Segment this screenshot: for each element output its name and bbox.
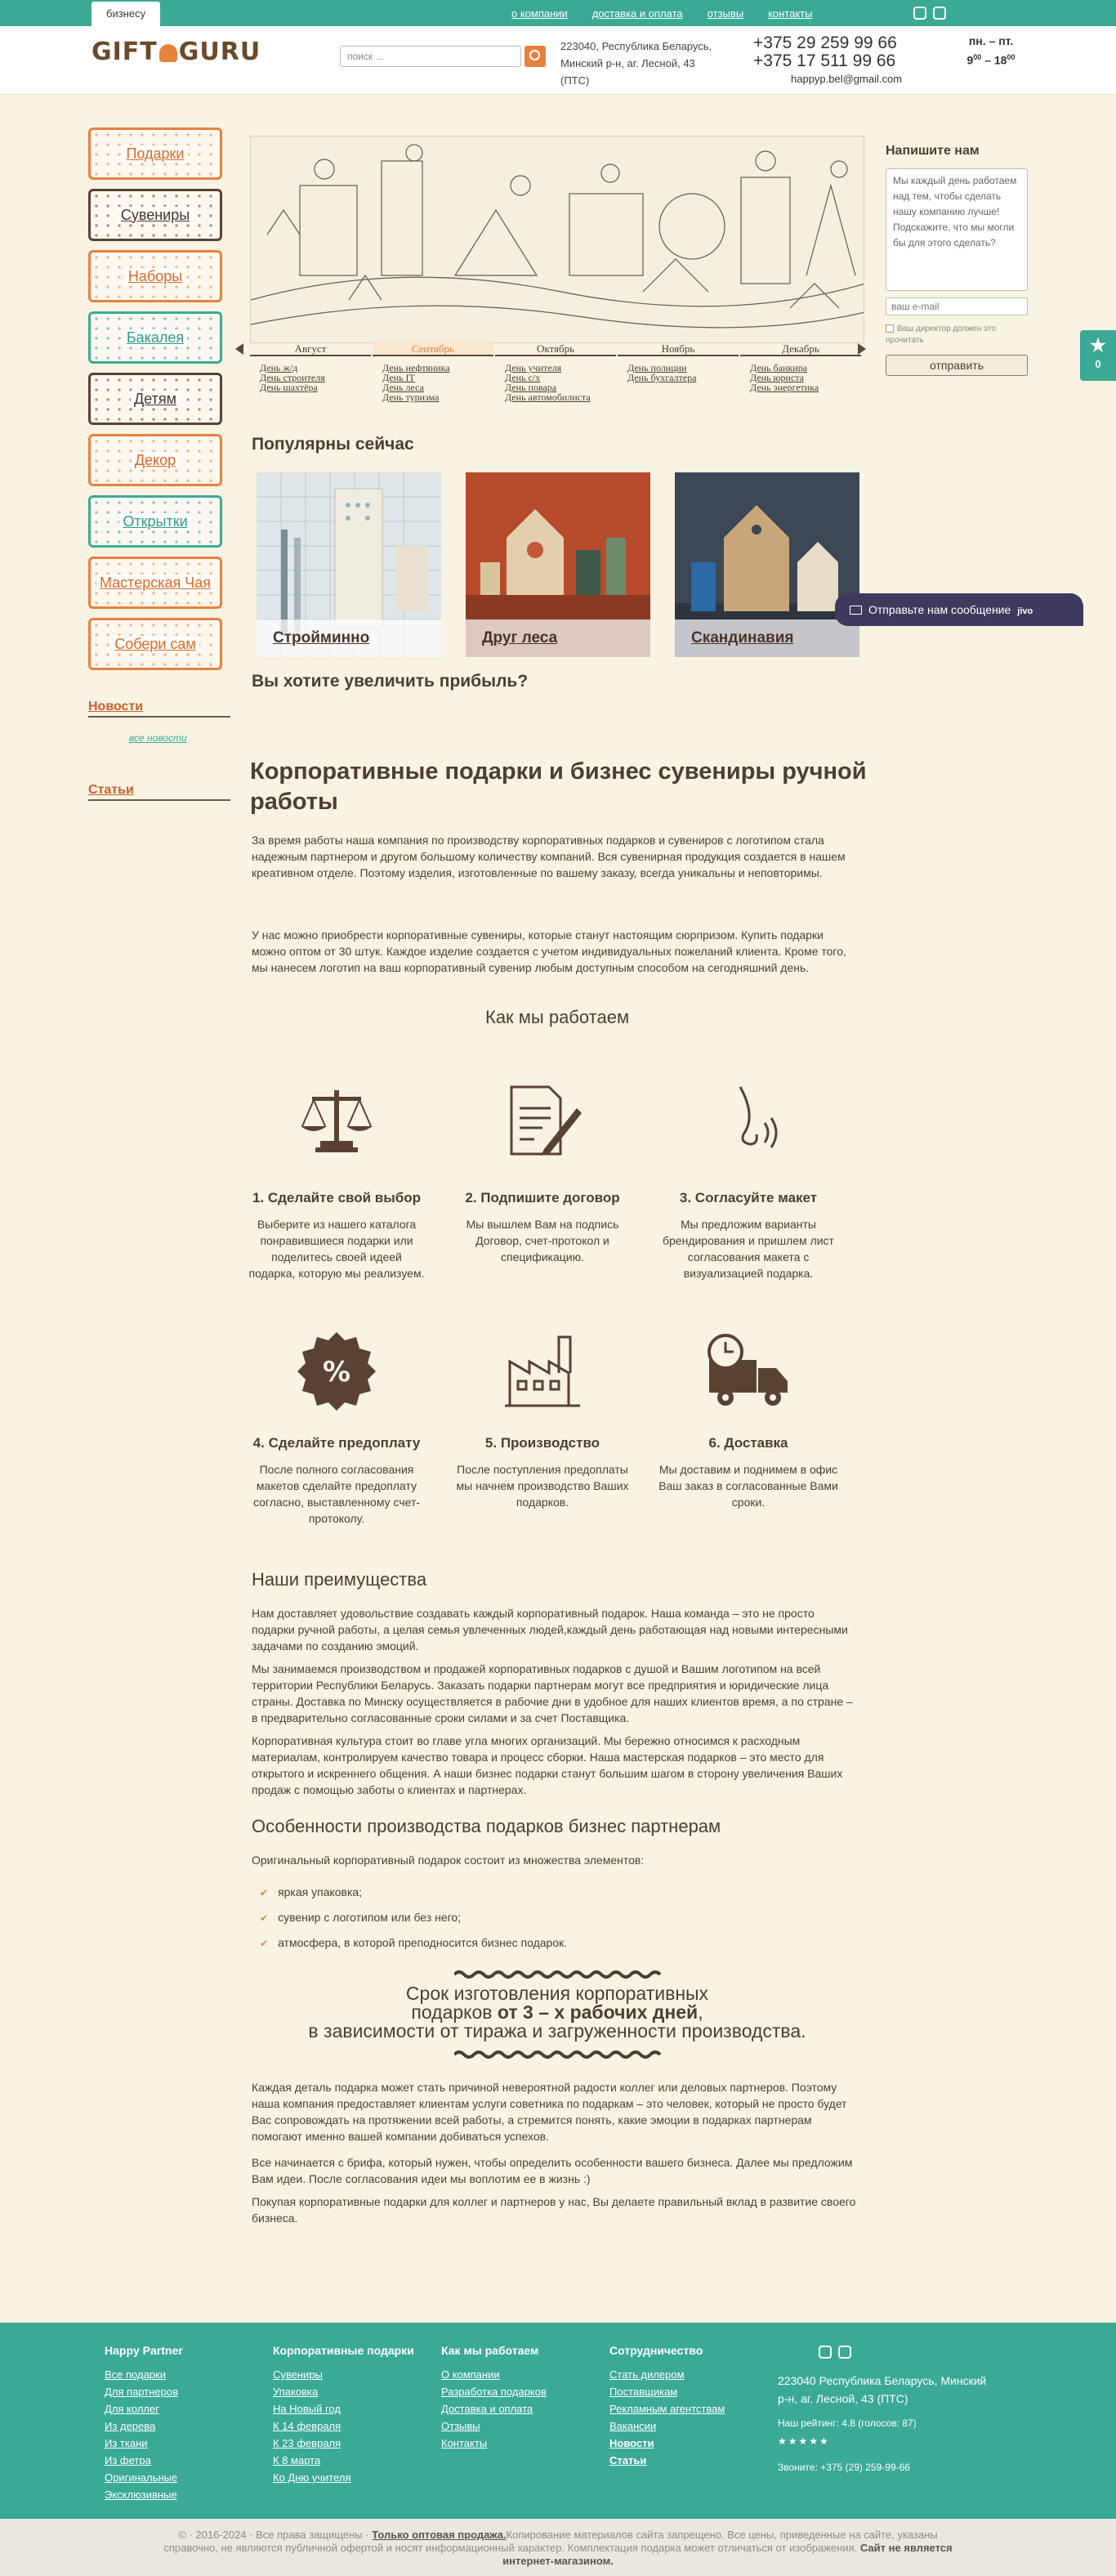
chat-widget-button[interactable]: Отправьте нам сообщение jivo — [835, 593, 1083, 626]
favorites-count: 0 — [1095, 358, 1101, 370]
day-link[interactable]: День с/х — [505, 372, 541, 383]
working-hours: пн. – пт. $9^{00} - 18^{00}$ — [966, 34, 1016, 67]
product-card-scandinavia[interactable] — [675, 472, 859, 657]
days-september — [382, 363, 450, 402]
production-term: Срок изготовления корпоративных подарков от 3 – х рабочих дней, в зависимости от тиража и загруженности производства. — [308, 1983, 806, 2042]
day-link[interactable]: День автомобилиста — [505, 391, 591, 403]
percent-badge-icon — [296, 1329, 377, 1411]
search-input[interactable]: поиск ... — [340, 46, 521, 67]
article-paragraph: Корпоративная культура стоит во главе угла многих организаций. Мы бережно относимся к расходным материалам, контролируем качество товара и процесс сборки. Наша мастерская подарков – это место для открытого и искреннего общения. А наши бизнес подарки станут большим шагом в сторону увеличения Ваших продаж с помощью заботы о клиентах и партнерах. — [252, 1734, 843, 1796]
month-november[interactable]: Ноябрь — [618, 342, 739, 356]
nav-about[interactable]: о компании — [511, 7, 568, 20]
step-6-title: 6. Доставка — [708, 1435, 788, 1451]
favorites-button[interactable] — [1080, 330, 1116, 381]
footer-contacts — [778, 2372, 990, 2476]
features-title: Особенности производства подарков бизнес партнерам — [252, 1816, 721, 1836]
month-october[interactable]: Октябрь — [495, 342, 616, 356]
month-august[interactable]: Август — [250, 342, 371, 356]
footer-address: 223040 Республика Беларусь, Минский р-н, аг. Лесной, 43 (ПТС) — [778, 2374, 987, 2405]
footer-link[interactable]: Рекламным агентствам — [609, 2403, 725, 2415]
category-souvenirs[interactable]: Сувениры — [88, 189, 222, 241]
email-field[interactable]: ваш e-mail — [886, 297, 1028, 315]
footer-link[interactable]: Разработка подарков — [441, 2386, 547, 2398]
tab-business[interactable]: бизнесу — [92, 2, 160, 26]
footer-link[interactable]: Из ткани — [105, 2437, 148, 2449]
footer-col-how-we-work: Как мы работаем О компании Разработка подарков Доставка и оплата Отзывы Контакты — [441, 2342, 547, 2452]
days-august — [260, 363, 325, 392]
article-paragraph: Оригинальный корпоративный подарок состоит из множества элементов: — [252, 1854, 645, 1867]
footer-phone[interactable]: Звоните: +375 (29) 259-99-66 — [778, 2462, 910, 2473]
top-nav — [511, 7, 813, 20]
envelope-icon — [850, 606, 862, 615]
top-bar — [0, 0, 1116, 26]
nose-icon — [708, 1084, 789, 1157]
article-paragraph: Мы занимаемся производством и продажей корпоративных подарков с душой и Вашим логотипом на всей территории Республики Беларусь. Заказать подарки партнерам могут все предприятия и юридические лица страны. Доставка по Минску осуществляется в рабочие дни в удобное для наших клиентов время, а по стране – в предварительно согласованные сроки силами и за счет Поставщика. — [252, 1662, 853, 1724]
footer-link[interactable]: Все подарки — [105, 2368, 166, 2381]
product-card-stroyminno[interactable] — [257, 472, 441, 657]
header-email[interactable]: happyp.bel@gmail.com — [791, 73, 903, 85]
month-selector — [235, 342, 866, 356]
nav-reviews[interactable]: отзывы — [707, 7, 744, 20]
delivery-truck-icon — [704, 1332, 794, 1411]
nav-delivery[interactable]: доставка и оплата — [591, 7, 683, 20]
footer-link[interactable]: Доставка и оплата — [441, 2403, 533, 2415]
footer-link[interactable]: К 23 февраля — [273, 2437, 341, 2449]
day-link[interactable]: День учителя — [505, 362, 562, 373]
footer-col-happy-partner: Happy Partner Все подарки Для партнеров Для коллег Из дерева Из ткани Из фетра Оригинальные Эксклюзивные — [105, 2342, 183, 2503]
search-button[interactable] — [525, 46, 546, 67]
checkbox-icon[interactable] — [886, 324, 894, 333]
contract-icon — [502, 1084, 583, 1157]
star-icon: ★ — [1090, 335, 1106, 356]
wave-divider — [454, 1970, 662, 1979]
header — [0, 26, 1116, 95]
footer-link[interactable]: Упаковка — [273, 2386, 319, 2398]
sketch-illustration — [251, 136, 864, 343]
footer-rating: Наш рейтинг: 4.8 (голосов: 87) — [778, 2417, 917, 2429]
nav-contacts[interactable]: контакты — [768, 7, 813, 20]
footer-social — [819, 2346, 851, 2359]
message-textarea[interactable]: Мы каждый день работаем над тем, чтобы сделать нашу компанию лучше! Подскажите, что мы могли бы для этого сделать? — [886, 168, 1028, 291]
card-title[interactable]: Скандинавия — [675, 619, 859, 657]
category-decor[interactable]: Декор — [88, 434, 222, 486]
category-diy[interactable]: Собери сам — [88, 618, 222, 670]
list-item: ✔ яркая упаковка; — [260, 1880, 567, 1905]
day-link[interactable]: День юриста — [750, 372, 804, 383]
scales-icon — [296, 1084, 377, 1157]
rating-stars-icon: ★★★★★ — [778, 2435, 830, 2447]
article-paragraph: Все начинается с брифа, который нужен, чтобы определить особенности вашего бизнеса. Далее мы предложим Вам идеи. После согласования идеи мы воплотим ее в жизнь :) — [252, 2156, 853, 2185]
category-menu — [88, 127, 222, 679]
pinterest-icon[interactable] — [933, 7, 946, 20]
popular-title: Популярны сейчас — [252, 435, 414, 454]
footer-link[interactable]: Вакансии — [609, 2420, 657, 2432]
pinterest-icon[interactable] — [838, 2346, 851, 2359]
day-link[interactable]: День IT — [382, 372, 415, 383]
day-link[interactable]: День ж/д — [260, 362, 298, 373]
advantages-title: Наши преимущества — [252, 1569, 427, 1590]
page-title: Корпоративные подарки и бизнес сувениры ручной работы — [250, 758, 867, 815]
day-link[interactable]: День нефтяника — [382, 362, 450, 373]
footer-col-corporate: Корпоративные подарки Сувениры Упаковка На Новый год К 14 февраля К 23 февраля К 8 марта Ко Дню учителя — [273, 2342, 414, 2486]
product-card-drug-lesa[interactable] — [466, 472, 650, 657]
day-link[interactable]: День энергетика — [750, 382, 819, 393]
day-link[interactable]: День леса — [382, 382, 424, 393]
category-grocery[interactable]: Бакалея — [88, 311, 222, 364]
footer-link[interactable]: Для коллег — [105, 2403, 159, 2415]
sidebar-news-link[interactable]: Новости — [88, 700, 230, 718]
category-sets[interactable]: Наборы — [88, 250, 222, 302]
submit-button[interactable]: отправить — [886, 355, 1028, 376]
footer-link[interactable]: Для партнеров — [105, 2386, 178, 2398]
card-title[interactable]: Стройминно — [257, 619, 441, 657]
footer-link[interactable]: Из фетра — [105, 2454, 151, 2466]
footer-link[interactable]: Отзывы — [441, 2420, 480, 2432]
copyright: © · 2016-2024 · Все права защищены · Только оптовая продажа.Копирование материалов сайта запрещено. Все цены, приведенные на сайте, указаны справочно, не являются публичной офертой и носят информационный характер. Комплектация подарка может отличаться от изображения. Сайт не является интернет-магазином. — [0, 2519, 1116, 2576]
footer-link[interactable]: На Новый год — [273, 2403, 341, 2415]
day-link[interactable]: День строителя — [260, 372, 325, 383]
profit-title: Вы хотите увеличить прибыль? — [252, 672, 529, 691]
article-paragraph: Покупая корпоративные подарки для коллег и партнеров у нас, Вы делаете правильный вклад в развитие своего бизнеса. — [252, 2195, 856, 2225]
category-gifts[interactable]: Подарки — [88, 127, 222, 180]
step-3-text: Мы предложим варианты брендирования и пришлем лист согласования макета с визуализацией подарка. — [663, 1218, 834, 1280]
step-3-title: 3. Согласуйте макет — [679, 1190, 818, 1205]
category-tea[interactable]: Мастерская Чая — [88, 557, 222, 609]
article-paragraph: За время работы наша компания по производству корпоративных подарков и сувениров с логотипом стала надежным партнером и другом большому количеству компаний. Вся сувенирная продукция создается в нашем креативном отделе. Поэтому изделия, изготовленные по вашему заказу, всегда уникальны и неповторимы. — [252, 834, 846, 879]
footer-link[interactable]: Новости — [609, 2437, 654, 2449]
month-december[interactable]: Декабрь — [740, 342, 861, 356]
footer-link[interactable]: О компании — [441, 2368, 500, 2381]
sidebar-articles-link[interactable]: Статьи — [88, 783, 230, 801]
all-news-link[interactable]: все новости — [129, 732, 187, 744]
header-phones — [753, 34, 897, 70]
phone-2[interactable]: +375 17 511 99 66 — [753, 51, 896, 70]
svg-text:%: % — [322, 1356, 351, 1389]
days-november — [627, 363, 696, 382]
card-title[interactable]: Друг леса — [466, 619, 650, 657]
social-links — [913, 7, 946, 20]
day-link[interactable]: День полиции — [627, 362, 687, 373]
list-item: ✔ сувенир с логотипом или без него; — [260, 1905, 567, 1930]
step-2-title: 2. Подпишите договор — [465, 1190, 620, 1205]
footer-col-cooperation: Сотрудничество Стать дилером Поставщикам Рекламным агентствам Вакансии Новости Статьи — [609, 2342, 725, 2469]
month-september[interactable]: Сентябрь — [373, 342, 493, 356]
footer-link[interactable]: Ко Дню учителя — [273, 2471, 351, 2484]
step-5-title: 5. Производство — [484, 1435, 600, 1451]
day-link[interactable]: День повара — [505, 382, 557, 393]
buddha-logo-icon — [159, 44, 177, 62]
day-link[interactable]: День банкира — [750, 362, 807, 373]
category-cards[interactable]: Открытки — [88, 495, 222, 548]
days-october — [505, 363, 591, 402]
footer-link[interactable]: Контакты — [441, 2437, 488, 2449]
footer-link[interactable]: Сувениры — [273, 2368, 323, 2381]
article-paragraph: Каждая деталь подарка может стать причиной невероятной радости коллег или деловых партнеров. Поэтому наша компания предоставляет клиентам услуги советника по подаркам – это человек, который не просто будет Вас сопровождать на протяжении всей работы, а стремится понять, какие эмоции в подарках партнерам помогают именно вашей компании добиваться успехов. — [252, 2081, 847, 2143]
step-5-text: После поступления предоплаты мы начнем производство Ваших подарков. — [456, 1463, 629, 1509]
step-6-text: Мы доставим и поднимем в офис Ваш заказ в согласованные Вами сроки. — [658, 1463, 838, 1509]
instagram-icon[interactable] — [819, 2346, 832, 2359]
logo[interactable]: GIFT GURU — [92, 38, 261, 66]
instagram-icon[interactable] — [913, 7, 926, 20]
list-item: ✔ атмосфера, в которой преподносится бизнес подарок. — [260, 1930, 567, 1956]
footer-link[interactable]: К 14 февраля — [273, 2420, 341, 2432]
footer-link[interactable]: Стать дилером — [609, 2368, 685, 2381]
article-paragraph: У нас можно приобрести корпоративные сувениры, которые станут настоящим сюрпризом. Купить подарки можно оптом от 30 штук. Каждое изделие создается с учетом индивидуальных пожеланий клиента. Кроме того, мы нанесем логотип на ваш корпоративный сувенир любым доступным способом на сегодняшний день. — [252, 928, 846, 974]
category-kids[interactable]: Детям — [88, 373, 222, 425]
wave-divider — [454, 2050, 662, 2059]
step-1-text: Выберите из нашего каталога понравившиеся подарки или поделитесь своей идеей подарка, которую мы реализуем. — [248, 1218, 425, 1280]
day-link[interactable]: День шахтёра — [260, 382, 318, 393]
footer-link[interactable]: К 8 марта — [273, 2454, 321, 2466]
prev-month-arrow[interactable] — [235, 343, 243, 355]
how-we-work-title: Как мы работаем — [485, 1007, 630, 1027]
step-2-text: Мы вышлем Вам на подпись Договор, счет-протокол и спецификацию. — [466, 1218, 619, 1263]
step-4-title: 4. Сделайте предоплату — [252, 1435, 421, 1451]
contact-form-title: Напишите нам — [886, 144, 980, 158]
features-list — [260, 1880, 567, 1956]
step-1-title: 1. Сделайте свой выбор — [252, 1190, 422, 1205]
footer-link[interactable]: Статьи — [609, 2454, 647, 2466]
footer-link[interactable]: Из дерева — [105, 2420, 156, 2432]
holiday-calendar-banner — [250, 136, 864, 343]
day-link[interactable]: День туризма — [382, 391, 440, 403]
step-4-text: После полного согласования макетов сделайте предоплату согласно, выставленному счет-протоколу. — [252, 1463, 421, 1525]
day-link[interactable]: День бухгалтера — [627, 372, 697, 383]
header-address: 223040, Республика Беларусь, Минский р-н, аг. Лесной, 43 (ПТС) — [560, 40, 712, 87]
footer-link[interactable]: Поставщикам — [609, 2386, 678, 2398]
footer-link[interactable]: Оригинальные — [105, 2471, 178, 2484]
footer-link[interactable]: Эксклюзивные — [105, 2489, 177, 2501]
factory-icon — [502, 1329, 583, 1411]
article-paragraph: Нам доставляет удовольствие создавать каждый корпоративный подарок. Наша команда – это не просто подарки ручной работы, а целая семья увлеченных людей,каждый день работающая над новыми интересными задачами по созданию эмоций. — [252, 1607, 848, 1652]
next-month-arrow[interactable] — [858, 343, 866, 355]
days-december — [750, 363, 819, 392]
footer — [0, 2323, 1116, 2519]
director-checkbox[interactable]: Ваш директор должен это прочитать — [886, 324, 996, 345]
phone-1[interactable]: +375 29 259 99 66 — [753, 34, 897, 52]
